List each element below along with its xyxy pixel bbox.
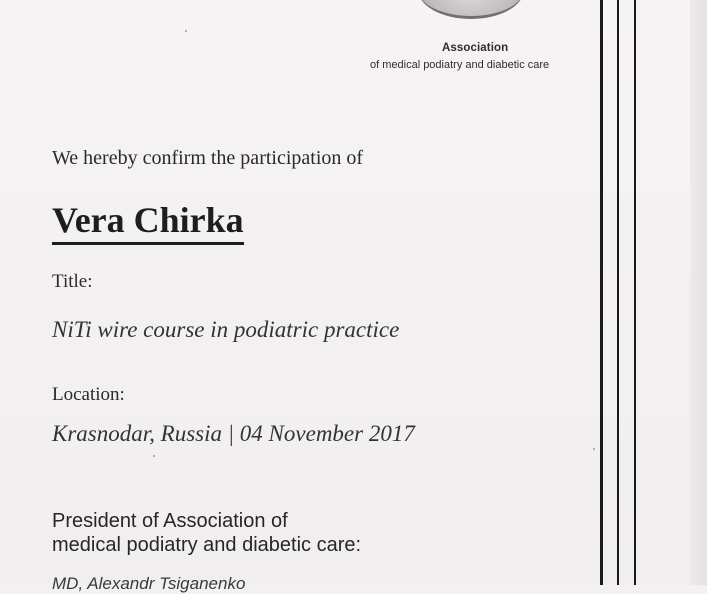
president-line-1: President of Association of xyxy=(52,510,288,532)
association-title: Association xyxy=(442,42,509,54)
paper-speck xyxy=(185,30,187,32)
confirmation-text: We hereby confirm the participation of xyxy=(52,147,364,169)
participant-name: Vera Chirka xyxy=(52,200,244,245)
president-caption xyxy=(52,509,361,557)
paper-speck xyxy=(593,448,595,450)
title-label: Title: xyxy=(52,271,93,292)
course-title: NiTi wire course in podiatric practice xyxy=(52,317,400,342)
course-location: Krasnodar, Russia | 04 November 2017 xyxy=(52,421,415,446)
border-line xyxy=(617,0,619,585)
association-subtitle: of medical podiatry and diabetic care xyxy=(370,59,550,71)
paper-speck xyxy=(153,455,155,457)
border-line xyxy=(600,0,603,585)
border-line xyxy=(634,0,636,585)
page-edge xyxy=(690,0,707,585)
signer-name: MD, Alexandr Tsiganenko xyxy=(52,574,246,593)
president-line-2: medical podiatry and diabetic care: xyxy=(52,534,362,556)
location-label: Location: xyxy=(52,384,125,405)
